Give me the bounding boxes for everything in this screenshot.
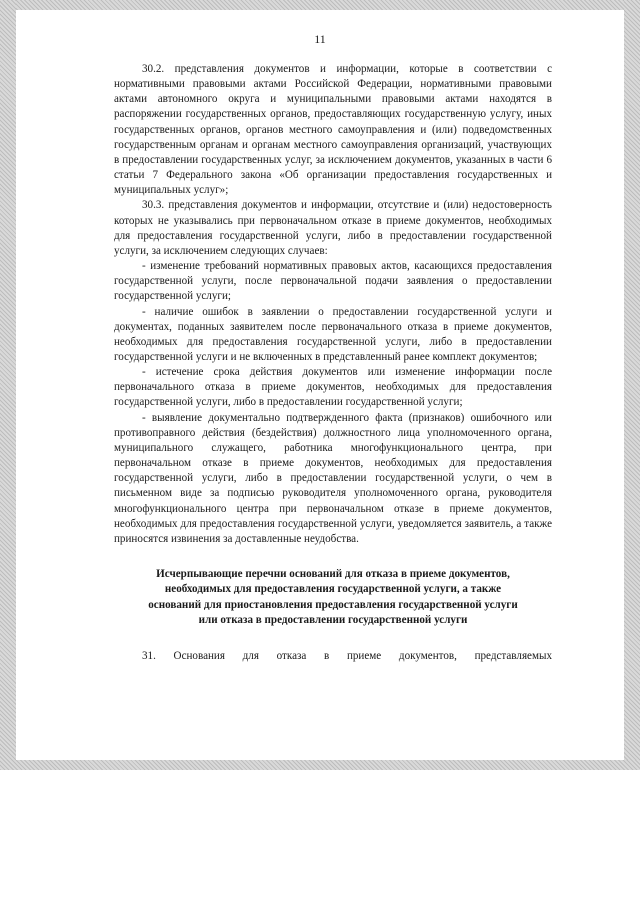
exception-item-3: - истечение срока действия документов или изменение информации после первоначального отказа в приеме документов, необходимых для предоставления государственной услуги, либо в предоставлении государственной услуги;: [114, 366, 552, 409]
paragraph-30-2: 30.2. представления документов и информации, которые в соответствии с нормативными правовыми актами Российской Федерации, нормативными правовыми актами автономного округа и муниципальными правовыми актами находятся в распоряжении государственных органов, предоставляющих государственную услугу, иных государственных органов, органов местного самоуправления и (или) подведомственных государственным органам и органам местного самоуправления организаций, участвующих в предоставлении государственных услуг, за исключением документов, указанных в части 6 статьи 7 Федерального закона «Об организации предоставления государственных и муниципальных услуг»;: [114, 63, 552, 197]
scan-border-bottom: [0, 760, 640, 770]
page-number: 11: [314, 32, 326, 46]
paragraph-31: 31. Основания для отказа в приеме документов, представляемых: [142, 649, 552, 662]
scan-border-left: [0, 0, 16, 770]
paragraph-30-3: 30.3. представления документов и информации, отсутствие и (или) недостоверность которых не указывались при первоначальном отказе в приеме документов, необходимых для предоставления государственной услуги, либо в предоставлении государственной услуги, за исключением следующих случаев:: [114, 199, 552, 257]
section-spacer: [114, 629, 552, 649]
section-spacer: [114, 547, 552, 567]
scan-border-top: [0, 0, 640, 10]
exception-item-2: - наличие ошибок в заявлении о предоставлении государственной услуги и документах, поданных заявителем после первоначального отказа в приеме документов, необходимых для предоставления государственной услуги, либо в предоставлении государственной услуги и не включенных в представленный ранее комплект документов;: [114, 305, 552, 363]
exception-item-1: - изменение требований нормативных правовых актов, касающихся предоставления государственной услуги, после первоначальной подачи заявления о предоставлении государственной услуги;: [114, 260, 552, 303]
section-heading: Исчерпывающие перечни оснований для отказа в приеме документов, необходимых для предоставления государственной услуги, а также оснований для приостановления предоставления государственной услуги или отказа в предоставлении государственной услуги: [148, 568, 518, 627]
document-body: [114, 62, 552, 664]
scan-border-right: [624, 0, 640, 770]
exception-item-4: - выявление документально подтвержденного факта (признаков) ошибочного или противоправного действия (бездействия) должностного лица уполномоченного органа, муниципального служащего, работника многофункционального центра, при первоначальном отказе в приеме документов, необходимых для предоставления государственной услуги, либо в предоставлении государственной услуги, о чем в письменном виде за подписью руководителя уполномоченного органа, руководителя многофункционального центра при первоначальном отказе в приеме документов, необходимых для предоставления государственной услуги, уведомляется заявитель, а также приносятся извинения за доставленные неудобства.: [114, 411, 552, 545]
